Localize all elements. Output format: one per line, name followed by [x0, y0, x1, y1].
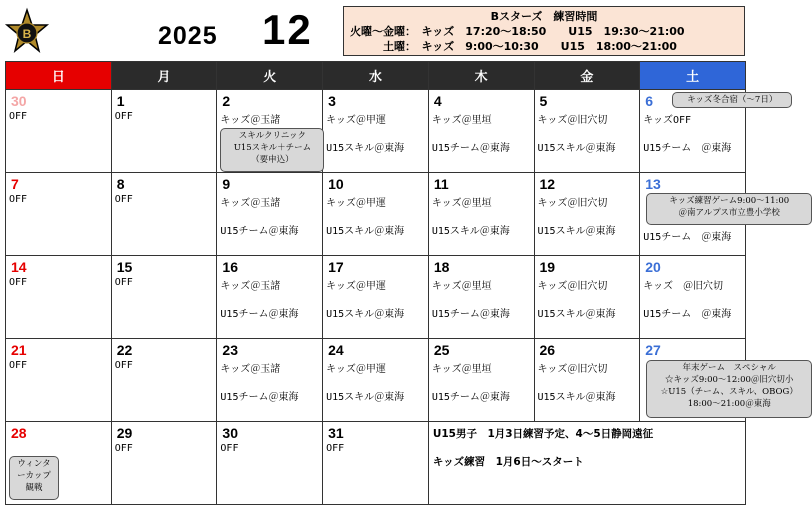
u15-practice: U15スキル＠東海: [537, 143, 616, 154]
day-cell: [640, 256, 746, 339]
day-cell: [534, 90, 640, 173]
u15-practice: U15スキル＠東海: [326, 392, 405, 403]
day-cell: [534, 339, 640, 422]
u15-practice: U15チーム＠東海: [220, 392, 299, 403]
day-number: 25: [433, 342, 450, 358]
event-note: [9, 456, 59, 500]
day-cell: [323, 256, 429, 339]
day-number: 2: [222, 93, 231, 109]
day-number: 26: [539, 342, 556, 358]
notes-cell: [428, 422, 745, 505]
off-label: OFF: [114, 194, 133, 205]
event-note-line: ☆キッズ9:00～12:00＠旧穴切小: [665, 375, 794, 385]
day-cell: [217, 173, 323, 256]
kids-practice: キッズ＠旧穴切: [537, 364, 608, 375]
day-number: 7: [11, 176, 19, 192]
day-cell: [217, 256, 323, 339]
u15-practice: U15チーム ＠東海: [643, 309, 732, 320]
event-note-line: 観戦: [25, 483, 43, 493]
day-number: 8: [116, 176, 125, 192]
weekday-thu: 木: [428, 62, 534, 90]
day-cell: [111, 422, 217, 505]
day-number: 24: [328, 342, 344, 358]
weekday-wed: 水: [323, 62, 429, 90]
event-note-line: スキルクリニック: [238, 131, 307, 141]
schedule-weekday-row: 火曜～金曜： キッズ 17:20～18:50 U15 19:30～21:00: [350, 25, 685, 38]
day-cell: [323, 339, 429, 422]
event-note-line: ＠南アルプス市立豊小学校: [678, 208, 780, 218]
off-label: OFF: [114, 111, 133, 122]
kids-practice: キッズ＠里垣: [431, 198, 492, 209]
day-number: 14: [11, 259, 27, 275]
day-cell: [217, 422, 323, 505]
off-label: OFF: [114, 443, 133, 454]
calendar-month: 12: [262, 6, 313, 53]
u15-practice: U15スキル＠東海: [537, 392, 616, 403]
off-label: OFF: [114, 360, 133, 371]
kids-practice: キッズ＠旧穴切: [537, 281, 608, 292]
event-note-line: キッズ冬合宿（～7日）: [687, 95, 778, 105]
weekday-sun: 日: [6, 62, 112, 90]
calendar-body: [6, 90, 798, 505]
off-label: OFF: [9, 111, 28, 122]
event-note-line: ーカップ: [17, 471, 51, 481]
weekday-tue: 火: [217, 62, 323, 90]
day-cell: [111, 173, 217, 256]
day-number: 31: [328, 425, 344, 441]
week-row: [6, 173, 746, 256]
day-number: 21: [11, 342, 27, 358]
event-note-line: U15スキル＋チーム: [233, 143, 312, 153]
day-cell: [217, 339, 323, 422]
kids-practice: キッズOFF: [643, 115, 692, 126]
kids-practice: キッズ＠玉諸: [220, 281, 281, 292]
note-kids: キッズ練習 1月6日～スタート: [432, 456, 584, 468]
week-row: [6, 256, 746, 339]
u15-practice: U15スキル＠東海: [537, 309, 616, 320]
day-cell: [6, 256, 112, 339]
event-note-line: 年末ゲーム スペシャル: [682, 363, 776, 373]
day-cell: [323, 422, 429, 505]
kids-practice: キッズ＠甲運: [326, 115, 386, 126]
u15-practice: U15チーム＠東海: [431, 143, 510, 154]
kids-practice: キッズ＠里垣: [431, 364, 492, 375]
day-number: 29: [116, 425, 133, 441]
event-note-line: ウィンタ: [17, 459, 51, 469]
day-cell: [111, 256, 217, 339]
day-number: 16: [222, 259, 238, 275]
day-cell: [6, 90, 112, 173]
kids-practice: キッズ＠里垣: [431, 281, 492, 292]
off-label: OFF: [9, 277, 28, 288]
day-number: 3: [328, 93, 336, 109]
day-cell: [640, 339, 798, 422]
calendar-year: 2025: [158, 22, 218, 50]
off-label: OFF: [326, 443, 345, 454]
day-cell: [534, 173, 640, 256]
practice-schedule-box: [343, 6, 745, 56]
calendar-grid: [5, 61, 798, 505]
week-row: [6, 339, 746, 422]
event-note: [672, 92, 792, 108]
off-label: OFF: [9, 194, 28, 205]
u15-practice: U15チーム＠東海: [220, 309, 299, 320]
day-number: 4: [433, 93, 442, 109]
event-note-line: キッズ練習ゲーム9:00～11:00: [669, 196, 790, 206]
day-number: 11: [433, 176, 449, 192]
u15-practice: U15チーム＠東海: [431, 309, 510, 320]
day-number: 10: [328, 176, 344, 192]
weekday-header-row: [6, 62, 746, 90]
event-note-line: 18:00～21:00＠東海: [687, 399, 771, 409]
u15-practice: U15チーム＠東海: [431, 392, 510, 403]
kids-practice: キッズ＠玉諸: [220, 198, 281, 209]
day-number: 28: [11, 425, 27, 441]
day-number: 9: [222, 176, 231, 192]
day-cell: [6, 339, 112, 422]
team-logo: [6, 8, 48, 56]
day-cell: [428, 339, 534, 422]
kids-practice: キッズ＠旧穴切: [537, 198, 608, 209]
day-number: 13: [645, 176, 661, 192]
u15-practice: U15チーム ＠東海: [643, 232, 732, 243]
day-number: 15: [116, 259, 133, 275]
kids-practice: キッズ ＠旧穴切: [643, 281, 724, 292]
day-number: 22: [116, 342, 133, 358]
day-cell: [428, 256, 534, 339]
u15-practice: U15チーム＠東海: [220, 226, 299, 237]
kids-practice: キッズ＠甲運: [326, 198, 386, 209]
day-cell: [640, 173, 790, 256]
svg-text:B: B: [22, 27, 32, 41]
off-label: OFF: [114, 277, 133, 288]
day-cell: [6, 173, 112, 256]
day-number: 20: [645, 259, 661, 275]
u15-practice: U15スキル＠東海: [326, 143, 405, 154]
event-note: [220, 128, 324, 172]
day-number: 27: [645, 342, 661, 358]
day-number: 1: [116, 93, 125, 109]
u15-practice: U15チーム ＠東海: [643, 143, 732, 154]
day-cell: [323, 90, 429, 173]
note-u15: U15男子 1月3日練習予定、4～5日静岡遠征: [432, 428, 654, 440]
day-cell: [428, 173, 534, 256]
day-cell: [6, 422, 112, 505]
u15-practice: U15スキル＠東海: [431, 226, 510, 237]
event-note: [646, 360, 812, 418]
kids-practice: キッズ＠旧穴切: [537, 115, 608, 126]
kids-practice: キッズ＠玉諸: [220, 115, 281, 126]
event-note-line: （要申込）: [251, 155, 294, 165]
week-row: [6, 90, 746, 173]
day-number: 18: [433, 259, 450, 275]
day-cell: [111, 90, 217, 173]
off-label: OFF: [220, 443, 239, 454]
weekday-sat: 土: [640, 62, 746, 90]
day-cell: [217, 90, 323, 173]
schedule-title: Bスターズ 練習時間: [490, 10, 598, 23]
day-cell: [640, 90, 778, 173]
u15-practice: U15スキル＠東海: [326, 309, 405, 320]
kids-practice: キッズ＠玉諸: [220, 364, 281, 375]
day-number: 30: [222, 425, 238, 441]
weekday-mon: 月: [111, 62, 217, 90]
day-number: 19: [539, 259, 556, 275]
day-cell: [111, 339, 217, 422]
event-note-line: ☆U15（チーム、スキル、OBOG）: [660, 387, 798, 397]
u15-practice: U15スキル＠東海: [537, 226, 616, 237]
kids-practice: キッズ＠里垣: [431, 115, 492, 126]
weekday-fri: 金: [534, 62, 640, 90]
day-number: 30: [11, 93, 27, 109]
day-number: 17: [328, 259, 344, 275]
day-cell: [323, 173, 429, 256]
day-number: 12: [539, 176, 556, 192]
day-number: 5: [539, 93, 548, 109]
kids-practice: キッズ＠甲運: [326, 364, 386, 375]
day-cell: [428, 90, 534, 173]
day-number: 23: [222, 342, 238, 358]
week-row: [6, 422, 746, 505]
off-label: OFF: [9, 360, 28, 371]
schedule-saturday-row: 土曜： キッズ 9:00～10:30 U15 18:00～21:00: [350, 40, 677, 53]
u15-practice: U15スキル＠東海: [326, 226, 405, 237]
event-note: [646, 193, 812, 225]
day-number: 6: [645, 93, 654, 109]
day-cell: [534, 256, 640, 339]
kids-practice: キッズ＠甲運: [326, 281, 386, 292]
